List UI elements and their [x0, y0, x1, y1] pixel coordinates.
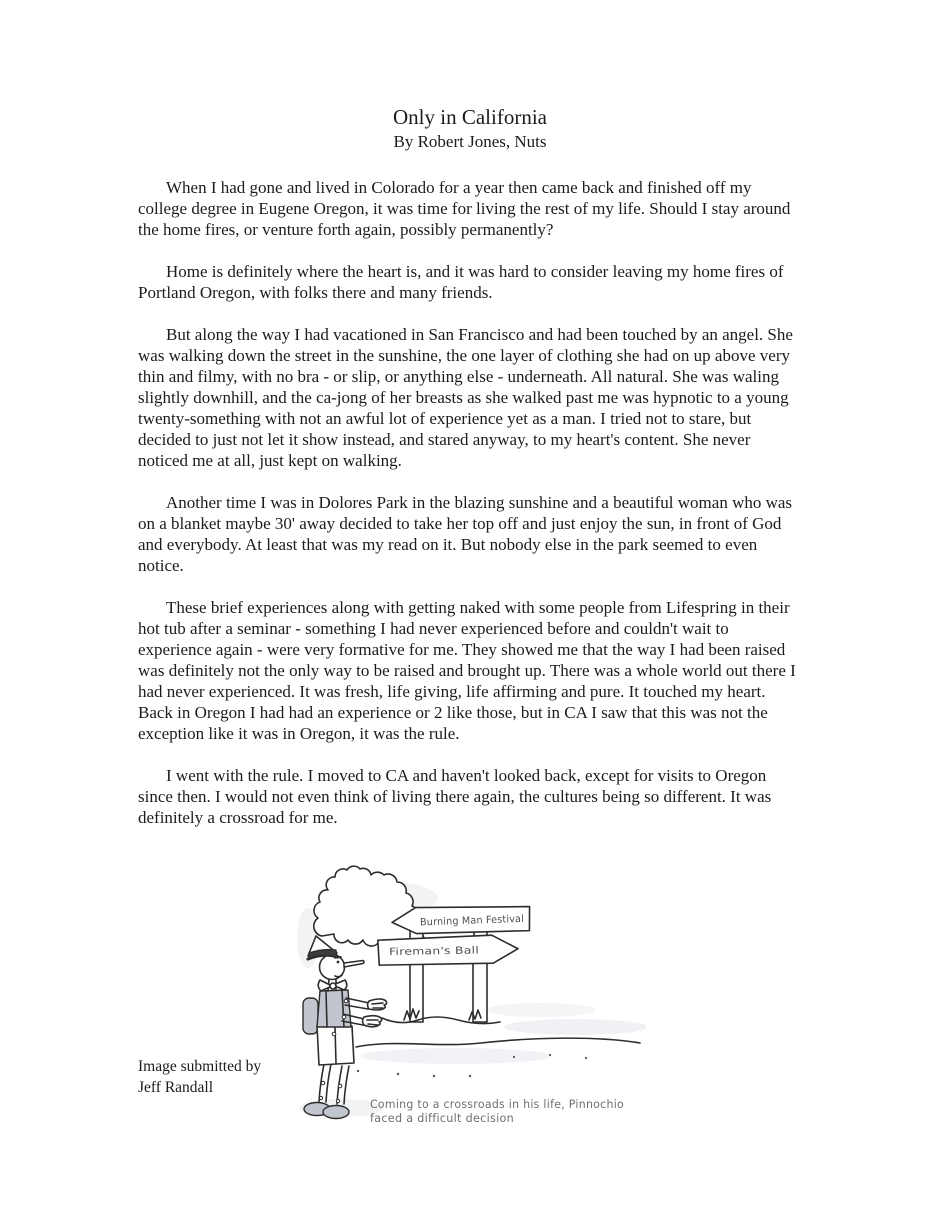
paragraph-3: But along the way I had vacationed in San Francisco and had been touched by an angel. She was walking down the street in the sunshine, the one layer of clothing she had on up above very thin and filmy, with no bra - or slip, or anything else - underneath. All natural. She was waling slightly downhill, and the ca-jong of her breasts as she walked past me was hypnotic to a young twenty-something with not an awful lot of experience yet as a man. I tried not to stare, but decided to just not let it show instead, and stared anyway, to my heart's content. She never noticed me at all, just kept on walking.	[138, 325, 793, 470]
backpack	[303, 998, 318, 1034]
paragraph-4: Another time I was in Dolores Park in the blazing sunshine and a beautiful woman who was on a blanket maybe 30' away decided to take her top off and just enjoy the sun, in front of God and everybody. At least that was my read on it. But nobody else in the park seemed to even notice.	[138, 493, 793, 575]
document-content	[138, 104, 802, 1142]
sign-firemans-ball	[378, 935, 518, 965]
paragraph-6: I went with the rule. I moved to CA and haven't looked back, except for visits to Oregon since then. I would not even think of living there again, the cultures being so different. It was definitely a crossroad for me.	[138, 766, 772, 827]
caption-line1: Coming to a crossroads in his life, Pinnochio	[370, 1097, 624, 1111]
image-credit-line2: Jeff Randall	[138, 1079, 214, 1096]
sign-bottom-label: Fireman's Ball	[388, 945, 462, 958]
sign-top-label: Burning Man Festival	[419, 913, 529, 929]
bow-tie	[318, 980, 347, 991]
paragraph-5: These brief experiences along with getting naked with some people from Lifespring in their hot tub after a seminar - something I had never experienced before and couldn't wait to experience again - were very formative for me. They showed me that the way I had been raised was definitely not the only way to be raised and brought up. There was a whole world out there I had never experienced. It was fresh, life giving, life affirming and pure. It touched my heart. Back in Oregon I had had an experience or 2 like those, but in CA I saw that this was not the exception like it was in Oregon, it was the rule.	[138, 598, 796, 743]
eye	[337, 961, 340, 964]
caption-line2: faced a difficult decision	[370, 1111, 514, 1125]
shoe-right	[323, 1106, 349, 1119]
cartoon-caption	[370, 1097, 624, 1125]
paragraph-1: When I had gone and lived in Colorado for a year then came back and finished off my college degree in Eugene Oregon, it was time for living the rest of my life. Should I stay around the home fires, or venture forth again, possibly permanently?	[138, 178, 791, 239]
cloud-bush	[314, 866, 421, 948]
byline: By Robert Jones, Nuts	[393, 132, 547, 151]
figure-area	[138, 850, 802, 1142]
ground	[356, 1009, 640, 1077]
paragraph-2: Home is definitely where the heart is, and it was hard to consider leaving my home fires of Portland Oregon, with folks there and many friends.	[138, 262, 784, 302]
image-credit	[138, 1056, 261, 1098]
image-credit-line1: Image submitted by	[138, 1058, 262, 1075]
page-title: Only in California	[393, 105, 547, 129]
long-nose	[344, 961, 364, 968]
pinocchio-figure	[303, 936, 387, 1119]
crossroads-cartoon	[286, 850, 646, 1132]
